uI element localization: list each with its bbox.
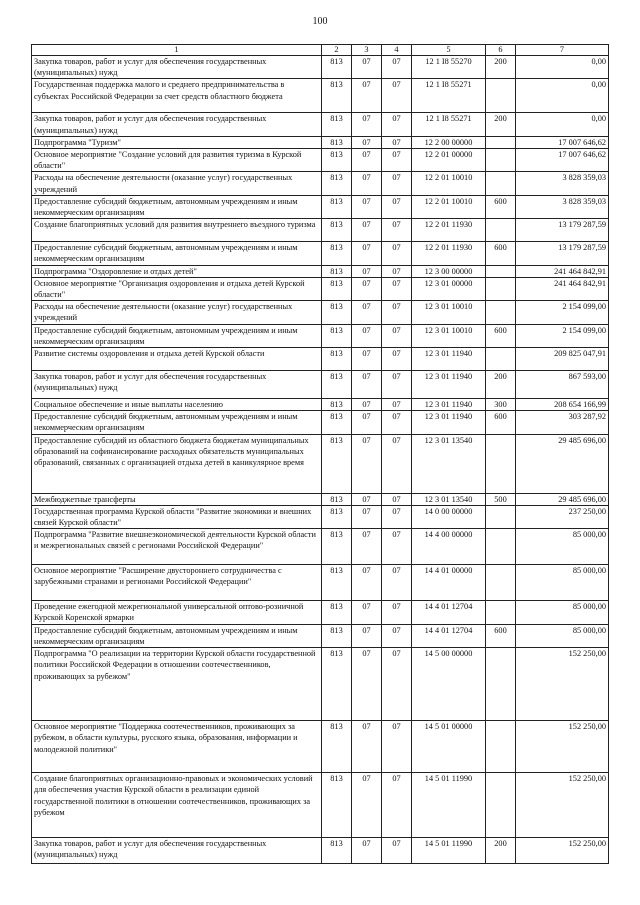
amount-cell: 241 464 842,91: [516, 265, 609, 277]
target-article-cell: 14 5 01 11990: [412, 773, 486, 838]
target-article-cell: 14 5 01 00000: [412, 721, 486, 773]
section-code-cell: 07: [352, 434, 382, 493]
amount-cell: 0,00: [516, 113, 609, 136]
row-name-cell: Расходы на обеспечение деятельности (оказание услуг) государственных учреждений: [32, 301, 322, 324]
target-article-cell: 12 1 I8 55270: [412, 56, 486, 79]
budget-table: [31, 44, 609, 864]
subsection-code-cell: 07: [382, 56, 412, 79]
expense-type-cell: [486, 434, 516, 493]
amount-cell: 303 287,92: [516, 411, 609, 434]
target-article-cell: 12 2 01 10010: [412, 172, 486, 195]
table-row: [32, 324, 609, 347]
table-row: [32, 348, 609, 371]
amount-cell: 85 000,00: [516, 624, 609, 647]
target-article-cell: 12 3 01 11940: [412, 371, 486, 399]
target-article-cell: 14 4 01 12704: [412, 601, 486, 624]
subsection-code-cell: 07: [382, 773, 412, 838]
amount-cell: 85 000,00: [516, 529, 609, 565]
row-name-cell: Предоставление субсидий бюджетным, автономным учреждениям и иным некоммерческим организациям: [32, 242, 322, 265]
amount-cell: 152 250,00: [516, 773, 609, 838]
expense-type-cell: [486, 773, 516, 838]
table-row: [32, 601, 609, 624]
subsection-code-cell: 07: [382, 136, 412, 148]
amount-cell: 209 825 047,91: [516, 348, 609, 371]
expense-type-cell: [486, 505, 516, 528]
header-cell: 3: [352, 45, 382, 56]
target-article-cell: 12 3 01 13540: [412, 493, 486, 505]
row-name-cell: Предоставление субсидий из областного бюджета бюджетам муниципальных образований на софинансирование расходных обязательств муниципальных образований, связанных с организацией отдыха детей в каникулярное время: [32, 434, 322, 493]
subsection-code-cell: 07: [382, 411, 412, 434]
row-name-cell: Предоставление субсидий бюджетным, автономным учреждениям и иным некоммерческим организациям: [32, 324, 322, 347]
expense-type-cell: 200: [486, 56, 516, 79]
table-row: [32, 195, 609, 218]
row-name-cell: Социальное обеспечение и иные выплаты населению: [32, 399, 322, 411]
ministry-code-cell: 813: [322, 493, 352, 505]
section-code-cell: 07: [352, 399, 382, 411]
header-cell: 7: [516, 45, 609, 56]
table-row: [32, 493, 609, 505]
row-name-cell: Проведение ежегодной межрегиональной универсальной оптово-розничной Курской Коренской ярмарки: [32, 601, 322, 624]
target-article-cell: 12 2 01 00000: [412, 149, 486, 172]
target-article-cell: 12 3 01 13540: [412, 434, 486, 493]
ministry-code-cell: 813: [322, 219, 352, 242]
subsection-code-cell: 07: [382, 624, 412, 647]
table-row: [32, 565, 609, 601]
amount-cell: 0,00: [516, 79, 609, 113]
amount-cell: 0,00: [516, 56, 609, 79]
row-name-cell: Основное мероприятие "Организация оздоровления и отдыха детей Курской области": [32, 277, 322, 300]
ministry-code-cell: 813: [322, 721, 352, 773]
expense-type-cell: [486, 172, 516, 195]
expense-type-cell: [486, 565, 516, 601]
section-code-cell: 07: [352, 277, 382, 300]
target-article-cell: 12 2 01 11930: [412, 219, 486, 242]
subsection-code-cell: 07: [382, 149, 412, 172]
table-row: [32, 838, 609, 864]
target-article-cell: 12 3 01 00000: [412, 277, 486, 300]
expense-type-cell: [486, 721, 516, 773]
target-article-cell: 12 2 00 00000: [412, 136, 486, 148]
expense-type-cell: [486, 301, 516, 324]
table-row: [32, 136, 609, 148]
row-name-cell: Закупка товаров, работ и услуг для обеспечения государственных (муниципальных) нужд: [32, 838, 322, 864]
row-name-cell: Государственная программа Курской области "Развитие экономики и внешних связей Курской области": [32, 505, 322, 528]
amount-cell: 208 654 166,99: [516, 399, 609, 411]
row-name-cell: Государственная поддержка малого и среднего предпринимательства в субъектах Российской Федерации за счет средств областного бюджета: [32, 79, 322, 113]
ministry-code-cell: 813: [322, 371, 352, 399]
amount-cell: 29 485 696,00: [516, 434, 609, 493]
row-name-cell: Закупка товаров, работ и услуг для обеспечения государственных (муниципальных) нужд: [32, 56, 322, 79]
table-row: [32, 411, 609, 434]
table-row: [32, 773, 609, 838]
expense-type-cell: [486, 601, 516, 624]
target-article-cell: 12 3 01 10010: [412, 324, 486, 347]
target-article-cell: 12 3 01 10010: [412, 301, 486, 324]
amount-cell: 85 000,00: [516, 601, 609, 624]
ministry-code-cell: 813: [322, 56, 352, 79]
expense-type-cell: [486, 348, 516, 371]
ministry-code-cell: 813: [322, 838, 352, 864]
row-name-cell: Подпрограмма "Туризм": [32, 136, 322, 148]
expense-type-cell: [486, 219, 516, 242]
section-code-cell: 07: [352, 265, 382, 277]
ministry-code-cell: 813: [322, 648, 352, 721]
section-code-cell: 07: [352, 348, 382, 371]
page-number: 100: [312, 16, 328, 27]
row-name-cell: Подпрограмма "Оздоровление и отдых детей": [32, 265, 322, 277]
row-name-cell: Основное мероприятие "Расширение двустороннего сотрудничества с зарубежными странами и регионами Российской Федерации": [32, 565, 322, 601]
ministry-code-cell: 813: [322, 149, 352, 172]
section-code-cell: 07: [352, 195, 382, 218]
expense-type-cell: [486, 648, 516, 721]
ministry-code-cell: 813: [322, 601, 352, 624]
target-article-cell: 12 2 01 11930: [412, 242, 486, 265]
subsection-code-cell: 07: [382, 505, 412, 528]
amount-cell: 2 154 099,00: [516, 301, 609, 324]
subsection-code-cell: 07: [382, 434, 412, 493]
table-row: [32, 648, 609, 721]
target-article-cell: 14 4 01 12704: [412, 624, 486, 647]
expense-type-cell: 600: [486, 242, 516, 265]
ministry-code-cell: 813: [322, 399, 352, 411]
subsection-code-cell: 07: [382, 113, 412, 136]
expense-type-cell: 600: [486, 195, 516, 218]
ministry-code-cell: 813: [322, 529, 352, 565]
table-row: [32, 277, 609, 300]
subsection-code-cell: 07: [382, 172, 412, 195]
expense-type-cell: [486, 79, 516, 113]
section-code-cell: 07: [352, 838, 382, 864]
section-code-cell: 07: [352, 505, 382, 528]
row-name-cell: Закупка товаров, работ и услуг для обеспечения государственных (муниципальных) нужд: [32, 113, 322, 136]
row-name-cell: Предоставление субсидий бюджетным, автономным учреждениям и иным некоммерческим организациям: [32, 624, 322, 647]
section-code-cell: 07: [352, 136, 382, 148]
row-name-cell: Основное мероприятие "Создание условий для развития туризма в Курской области": [32, 149, 322, 172]
subsection-code-cell: 07: [382, 721, 412, 773]
section-code-cell: 07: [352, 242, 382, 265]
expense-type-cell: 600: [486, 624, 516, 647]
ministry-code-cell: 813: [322, 136, 352, 148]
amount-cell: 85 000,00: [516, 565, 609, 601]
section-code-cell: 07: [352, 601, 382, 624]
row-name-cell: Создание благоприятных организационно-правовых и экономических условий для обеспечения участия Курской области в реализации единой государственной политики в отношении соотечественников, проживающих за рубежом: [32, 773, 322, 838]
amount-cell: 152 250,00: [516, 838, 609, 864]
table-row: [32, 624, 609, 647]
section-code-cell: 07: [352, 721, 382, 773]
ministry-code-cell: 813: [322, 113, 352, 136]
target-article-cell: 12 3 00 00000: [412, 265, 486, 277]
row-name-cell: Межбюджетные трансферты: [32, 493, 322, 505]
header-cell: 1: [32, 45, 322, 56]
ministry-code-cell: 813: [322, 624, 352, 647]
target-article-cell: 14 5 01 11990: [412, 838, 486, 864]
header-cell: 5: [412, 45, 486, 56]
row-name-cell: Подпрограмма "Развитие внешнеэкономической деятельности Курской области и межрегиональных связей с регионами Российской Федерации": [32, 529, 322, 565]
expense-type-cell: 200: [486, 113, 516, 136]
table-row: [32, 113, 609, 136]
section-code-cell: 07: [352, 324, 382, 347]
section-code-cell: 07: [352, 219, 382, 242]
section-code-cell: 07: [352, 648, 382, 721]
section-code-cell: 07: [352, 172, 382, 195]
ministry-code-cell: 813: [322, 301, 352, 324]
section-code-cell: 07: [352, 149, 382, 172]
expense-type-cell: 600: [486, 411, 516, 434]
amount-cell: 3 828 359,03: [516, 172, 609, 195]
ministry-code-cell: 813: [322, 565, 352, 601]
table-row: [32, 301, 609, 324]
subsection-code-cell: 07: [382, 324, 412, 347]
expense-type-cell: [486, 149, 516, 172]
amount-cell: 2 154 099,00: [516, 324, 609, 347]
ministry-code-cell: 813: [322, 348, 352, 371]
section-code-cell: 07: [352, 411, 382, 434]
table-row: [32, 434, 609, 493]
row-name-cell: Основное мероприятие "Поддержка соотечественников, проживающих за рубежом, в области культуры, русского языка, образования, информации и молодежной политики": [32, 721, 322, 773]
table-row: [32, 529, 609, 565]
expense-type-cell: [486, 277, 516, 300]
amount-cell: 152 250,00: [516, 721, 609, 773]
expense-type-cell: 200: [486, 371, 516, 399]
target-article-cell: 12 3 01 11940: [412, 348, 486, 371]
amount-cell: 13 179 287,59: [516, 242, 609, 265]
row-name-cell: Подпрограмма "О реализации на территории Курской области государственной политики Российской Федерации в отношении соотечественников, проживающих за рубежом": [32, 648, 322, 721]
row-name-cell: Расходы на обеспечение деятельности (оказание услуг) государственных учреждений: [32, 172, 322, 195]
subsection-code-cell: 07: [382, 242, 412, 265]
subsection-code-cell: 07: [382, 195, 412, 218]
section-code-cell: 07: [352, 371, 382, 399]
table-row: [32, 265, 609, 277]
ministry-code-cell: 813: [322, 277, 352, 300]
ministry-code-cell: 813: [322, 411, 352, 434]
table-row: [32, 242, 609, 265]
section-code-cell: 07: [352, 529, 382, 565]
subsection-code-cell: 07: [382, 529, 412, 565]
table-row: [32, 56, 609, 79]
table-row: [32, 149, 609, 172]
subsection-code-cell: 07: [382, 371, 412, 399]
ministry-code-cell: 813: [322, 79, 352, 113]
table-row: [32, 721, 609, 773]
subsection-code-cell: 07: [382, 493, 412, 505]
subsection-code-cell: 07: [382, 648, 412, 721]
ministry-code-cell: 813: [322, 172, 352, 195]
amount-cell: 241 464 842,91: [516, 277, 609, 300]
section-code-cell: 07: [352, 493, 382, 505]
section-code-cell: 07: [352, 565, 382, 601]
target-article-cell: 14 0 00 00000: [412, 505, 486, 528]
ministry-code-cell: 813: [322, 773, 352, 838]
expense-type-cell: [486, 265, 516, 277]
target-article-cell: 12 1 I8 55271: [412, 79, 486, 113]
table-row: [32, 371, 609, 399]
row-name-cell: Создание благоприятных условий для развития внутреннего въездного туризма: [32, 219, 322, 242]
table-row: [32, 505, 609, 528]
header-row: [32, 45, 609, 56]
target-article-cell: 12 3 01 11940: [412, 399, 486, 411]
subsection-code-cell: 07: [382, 265, 412, 277]
section-code-cell: 07: [352, 113, 382, 136]
ministry-code-cell: 813: [322, 434, 352, 493]
target-article-cell: 12 1 I8 55271: [412, 113, 486, 136]
amount-cell: 3 828 359,03: [516, 195, 609, 218]
table-row: [32, 172, 609, 195]
ministry-code-cell: 813: [322, 195, 352, 218]
subsection-code-cell: 07: [382, 79, 412, 113]
section-code-cell: 07: [352, 56, 382, 79]
subsection-code-cell: 07: [382, 348, 412, 371]
expense-type-cell: 600: [486, 324, 516, 347]
amount-cell: 152 250,00: [516, 648, 609, 721]
subsection-code-cell: 07: [382, 565, 412, 601]
header-cell: 2: [322, 45, 352, 56]
ministry-code-cell: 813: [322, 505, 352, 528]
table-row: [32, 399, 609, 411]
target-article-cell: 14 4 01 00000: [412, 565, 486, 601]
subsection-code-cell: 07: [382, 838, 412, 864]
amount-cell: 17 007 646,62: [516, 149, 609, 172]
amount-cell: 867 593,00: [516, 371, 609, 399]
subsection-code-cell: 07: [382, 301, 412, 324]
header-cell: 4: [382, 45, 412, 56]
row-name-cell: Предоставление субсидий бюджетным, автономным учреждениям и иным некоммерческим организациям: [32, 411, 322, 434]
table-row: [32, 219, 609, 242]
target-article-cell: 12 2 01 10010: [412, 195, 486, 218]
subsection-code-cell: 07: [382, 399, 412, 411]
target-article-cell: 14 4 00 00000: [412, 529, 486, 565]
subsection-code-cell: 07: [382, 219, 412, 242]
expense-type-cell: 500: [486, 493, 516, 505]
amount-cell: 17 007 646,62: [516, 136, 609, 148]
table-row: [32, 79, 609, 113]
expense-type-cell: [486, 136, 516, 148]
row-name-cell: Предоставление субсидий бюджетным, автономным учреждениям и иным некоммерческим организациям: [32, 195, 322, 218]
expense-type-cell: 300: [486, 399, 516, 411]
ministry-code-cell: 813: [322, 265, 352, 277]
section-code-cell: 07: [352, 624, 382, 647]
section-code-cell: 07: [352, 773, 382, 838]
section-code-cell: 07: [352, 79, 382, 113]
amount-cell: 13 179 287,59: [516, 219, 609, 242]
header-cell: 6: [486, 45, 516, 56]
row-name-cell: Закупка товаров, работ и услуг для обеспечения государственных (муниципальных) нужд: [32, 371, 322, 399]
subsection-code-cell: 07: [382, 277, 412, 300]
subsection-code-cell: 07: [382, 601, 412, 624]
amount-cell: 237 250,00: [516, 505, 609, 528]
row-name-cell: Развитие системы оздоровления и отдыха детей Курской области: [32, 348, 322, 371]
expense-type-cell: 200: [486, 838, 516, 864]
ministry-code-cell: 813: [322, 324, 352, 347]
ministry-code-cell: 813: [322, 242, 352, 265]
section-code-cell: 07: [352, 301, 382, 324]
target-article-cell: 12 3 01 11940: [412, 411, 486, 434]
target-article-cell: 14 5 00 00000: [412, 648, 486, 721]
amount-cell: 29 485 696,00: [516, 493, 609, 505]
expense-type-cell: [486, 529, 516, 565]
